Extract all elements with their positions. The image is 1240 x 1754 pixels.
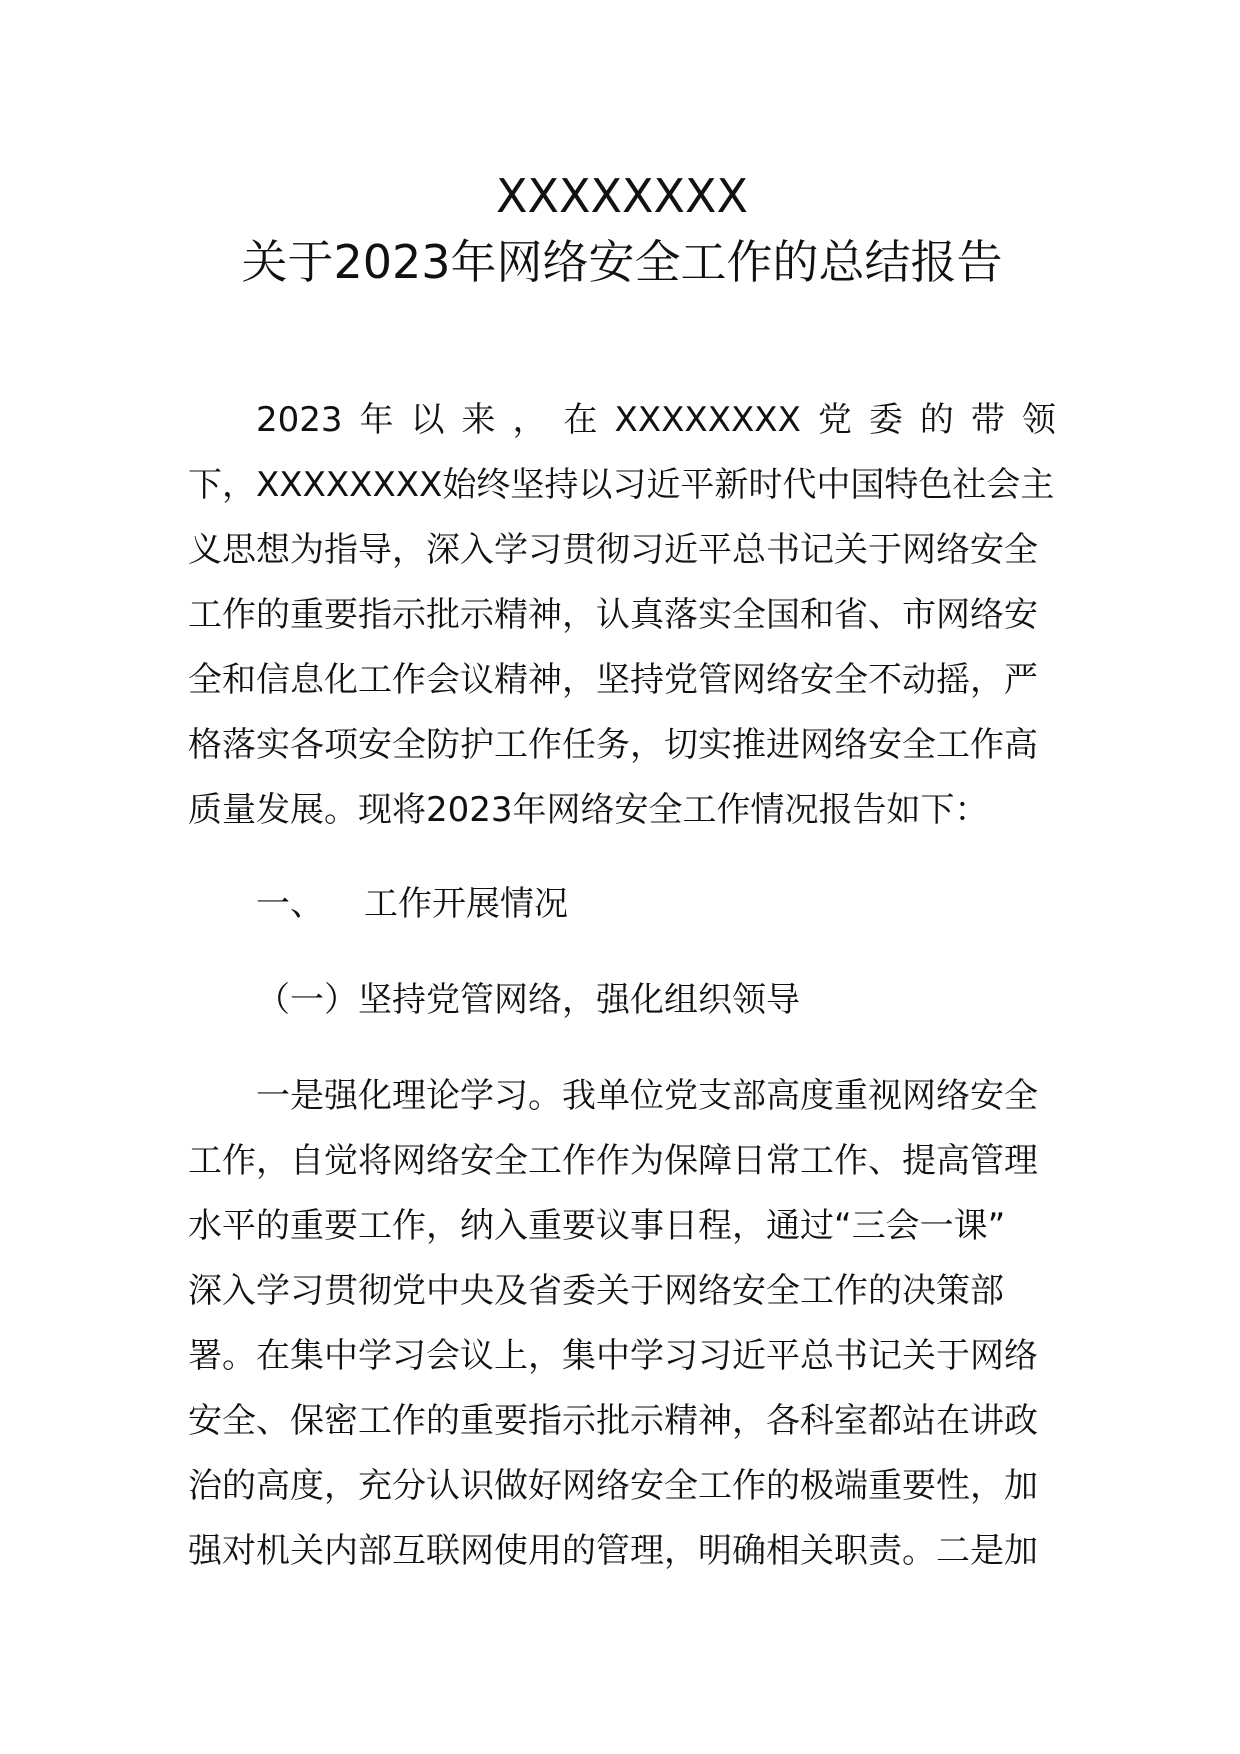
body-line: 安全、保密工作的重要指示批示精神，各科室都站在讲政 (188, 1401, 1038, 1441)
intro-line: 全和信息化工作会议精神，坚持党管网络安全不动摇，严 (188, 660, 1038, 700)
intro-paragraph (188, 388, 1056, 843)
intro-word: 来 (461, 400, 496, 440)
body-line: 水平的重要工作，纳入重要议事日程，通过“三会一课” (188, 1206, 1006, 1246)
intro-line: 下，XXXXXXXX始终坚持以习近平新时代中国特色社会主 (188, 465, 1055, 505)
subsection-heading: （一）坚持党管网络，强化组织领导 (256, 980, 800, 1020)
body-line: 一是强化理论学习。我单位党支部高度重视网络安全 (256, 1076, 1038, 1116)
intro-word: 在 (563, 400, 598, 440)
body-line: 深入学习贯彻党中央及省委关于网络安全工作的决策部 (188, 1271, 1004, 1311)
section-heading (256, 872, 568, 937)
intro-word: 带 (970, 400, 1005, 440)
intro-word: 年 (359, 400, 394, 440)
body-line: 治的高度，充分认识做好网络安全工作的极端重要性，加 (188, 1466, 1038, 1506)
intro-word: 2023 (256, 400, 343, 440)
intro-word: 以 (410, 400, 445, 440)
intro-line: 质量发展。现将2023年网络安全工作情况报告如下： (188, 790, 989, 830)
intro-line: 义思想为指导，深入学习贯彻习近平总书记关于网络安全 (188, 530, 1038, 570)
intro-word: 领 (1021, 400, 1056, 440)
intro-word: 党 (817, 400, 852, 440)
body-line: 署。在集中学习会议上，集中学习习近平总书记关于网络 (188, 1336, 1038, 1376)
body-line: 强对机关内部互联网使用的管理，明确相关职责。二是加 (188, 1531, 1038, 1571)
intro-line: 格落实各项安全防护工作任务，切实推进网络安全工作高 (188, 725, 1038, 765)
body-paragraph (188, 1064, 1056, 1584)
intro-word: 的 (919, 400, 954, 440)
section-title: 工作开展情况 (364, 884, 568, 924)
intro-word: XXXXXXXX (614, 400, 801, 440)
section-number: 一、 (256, 884, 324, 924)
intro-word: ， (512, 400, 547, 440)
body-line: 工作，自觉将网络安全工作作为保障日常工作、提高管理 (188, 1141, 1038, 1181)
document-page (188, 0, 1056, 1754)
document-title: 关于2023年网络安全工作的总结报告 (241, 235, 1003, 289)
intro-first-line (188, 388, 1056, 453)
intro-word: 委 (868, 400, 903, 440)
document-title-org: XXXXXXXX (495, 169, 749, 223)
intro-line: 工作的重要指示批示精神，认真落实全国和省、市网络安 (188, 595, 1038, 635)
